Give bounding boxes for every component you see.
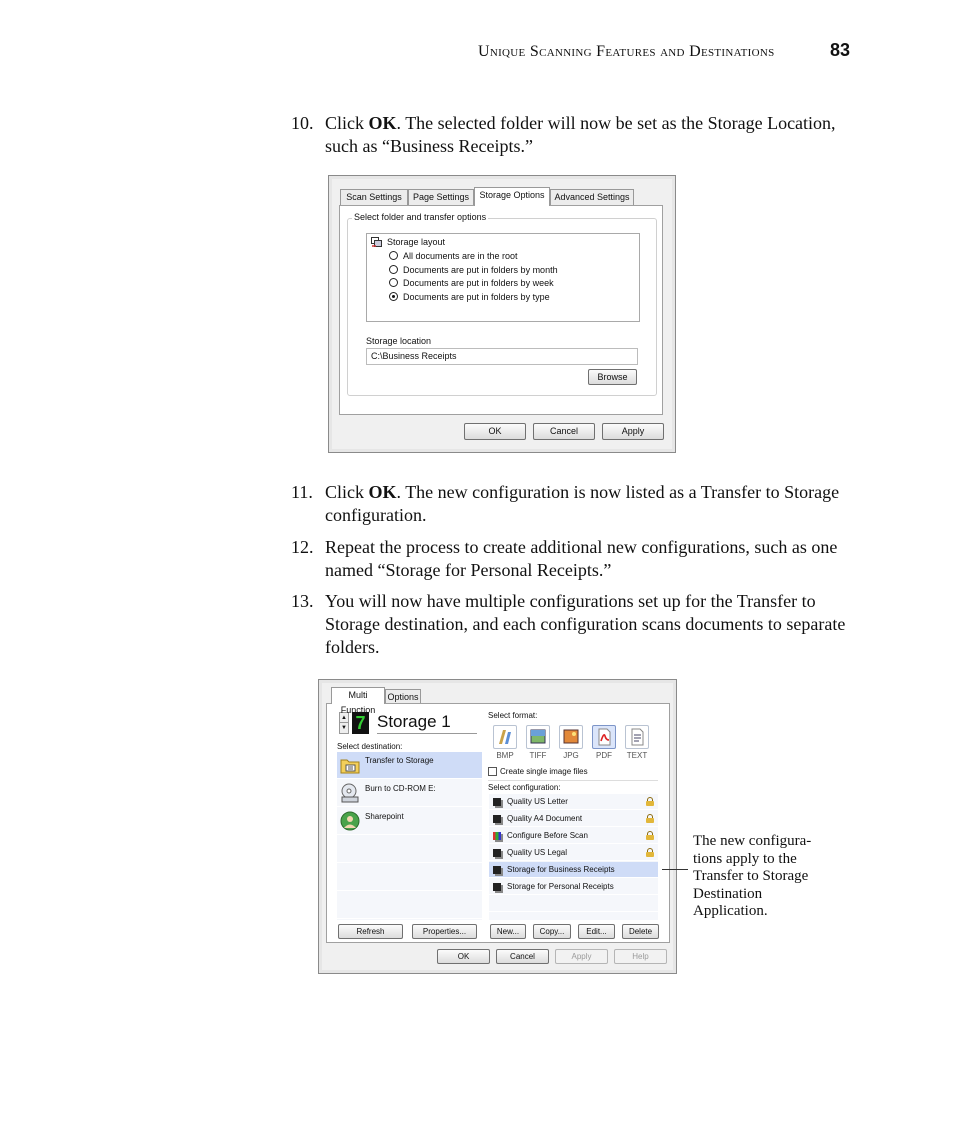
ok-button[interactable]: OK: [464, 423, 526, 440]
apply-button: Apply: [555, 949, 608, 964]
spinner-down-icon[interactable]: ▼: [341, 725, 347, 731]
storage-layout-label: Storage layout: [387, 237, 446, 247]
format-pdf[interactable]: [590, 721, 618, 760]
step-text: Click: [325, 113, 369, 133]
list-item: [337, 836, 482, 863]
apply-button[interactable]: Apply: [602, 423, 664, 440]
radio-label: Documents are put in folders by week: [403, 278, 554, 288]
step-13: [291, 590, 861, 659]
list-item: [337, 864, 482, 891]
tab-panel: [339, 205, 663, 415]
radio-button[interactable]: [389, 265, 398, 274]
step-10: [291, 112, 861, 158]
radio-label: Documents are put in folders by month: [403, 265, 558, 275]
callout-caption: The new configura-tions apply to the Transfer to Storage Destination Application.: [693, 833, 812, 919]
sharepoint-icon: [340, 811, 360, 831]
group-label: Select folder and transfer options: [354, 212, 487, 222]
tab-advanced-settings[interactable]: Advanced Settings: [550, 189, 634, 205]
tab-options[interactable]: Options: [385, 689, 421, 703]
storage-folder-icon: [340, 756, 360, 774]
step-number: 10.: [291, 113, 314, 133]
multi-function-panel: [326, 703, 670, 943]
cancel-button[interactable]: Cancel: [533, 423, 595, 440]
step-text: . The selected folder will now be set as the Storage Location, such as “Business Receipts.”: [325, 113, 836, 156]
step-number: 12.: [291, 537, 314, 557]
callout-leader-line: [662, 869, 688, 870]
destination-label: Sharepoint: [365, 812, 404, 821]
led-digit-display: 7: [352, 712, 369, 734]
format-label: JPG: [563, 751, 579, 760]
bw-document-icon: [493, 849, 501, 857]
text-icon: [625, 725, 649, 749]
help-button: Help: [614, 949, 667, 964]
config-name-display: Storage 1: [377, 711, 477, 734]
color-document-icon: [493, 832, 501, 840]
step-text: Click: [325, 482, 369, 502]
destination-burn-to-cd[interactable]: [337, 780, 482, 807]
destination-transfer-to-storage[interactable]: [337, 752, 482, 779]
config-label: Quality US Legal: [507, 848, 568, 857]
destination-label: Burn to CD-ROM E:: [365, 784, 436, 793]
select-format-label: Select format:: [488, 711, 538, 720]
storage-location-input[interactable]: C:\Business Receipts: [366, 348, 638, 365]
storage-layout-icon: [371, 237, 383, 248]
config-quality-us-legal[interactable]: [489, 845, 658, 861]
format-bmp[interactable]: [491, 721, 519, 760]
radio-label: Documents are put in folders by type: [403, 292, 550, 302]
list-item: [489, 896, 658, 912]
radio-label: All documents are in the root: [403, 251, 518, 261]
format-label: TIFF: [529, 751, 547, 760]
step-12: [291, 536, 861, 582]
tab-scan-settings[interactable]: Scan Settings: [340, 189, 408, 205]
config-quality-us-letter[interactable]: [489, 794, 658, 810]
divider: [488, 780, 658, 781]
radio-button[interactable]: [389, 278, 398, 287]
tab-multi-function[interactable]: Multi Function: [331, 687, 385, 704]
single-image-checkbox-row[interactable]: [488, 766, 658, 779]
step-bold: OK: [368, 113, 397, 133]
step-11: [291, 481, 861, 527]
single-image-checkbox[interactable]: [488, 767, 497, 776]
config-label: Quality US Letter: [507, 797, 568, 806]
select-configuration-label: Select configuration:: [488, 783, 561, 792]
bw-document-icon: [493, 866, 501, 874]
format-row: [491, 721, 661, 763]
destination-label: Transfer to Storage: [365, 756, 434, 765]
bw-document-icon: [493, 798, 501, 806]
step-text: You will now have multiple configurations set up for the Transfer to Storage destination, and each configuration scans documents to separate folders.: [325, 591, 846, 657]
cd-drive-icon: [340, 783, 360, 803]
jpg-icon: [559, 725, 583, 749]
properties-button[interactable]: Properties...: [412, 924, 477, 939]
format-label: TEXT: [626, 751, 648, 760]
step-text: Repeat the process to create additional new configurations, such as one named “Storage for Personal Receipts.”: [325, 537, 838, 580]
tab-page-settings[interactable]: Page Settings: [408, 189, 474, 205]
bw-document-icon: [493, 815, 501, 823]
config-storage-personal-receipts[interactable]: [489, 879, 658, 895]
list-item: [337, 892, 482, 919]
format-text[interactable]: [623, 721, 651, 760]
spinner-up-icon[interactable]: ▲: [341, 715, 347, 721]
select-destination-label: Select destination:: [337, 742, 403, 751]
refresh-button[interactable]: Refresh: [338, 924, 403, 939]
page-number: 83: [830, 40, 851, 60]
running-header-title: Unique Scanning Features and Destinations: [478, 43, 775, 60]
lock-icon: [646, 814, 654, 823]
destination-list: [337, 752, 482, 920]
browse-button[interactable]: Browse: [588, 369, 637, 385]
step-text: . The new configuration is now listed as a Transfer to Storage configuration.: [325, 482, 840, 525]
step-bold: OK: [368, 482, 397, 502]
storage-options-dialog: [328, 175, 676, 453]
bmp-icon: [493, 725, 517, 749]
config-label: Quality A4 Document: [507, 814, 583, 823]
storage-layout-box: [366, 233, 640, 322]
copy-button[interactable]: Copy...: [533, 924, 571, 939]
configuration-list: [489, 794, 658, 920]
config-label: Storage for Business Receipts: [507, 865, 615, 874]
multi-function-dialog: [318, 679, 677, 974]
config-quality-a4-document[interactable]: [489, 811, 658, 827]
config-label: Storage for Personal Receipts: [507, 882, 614, 891]
tiff-icon: [526, 725, 550, 749]
edit-button[interactable]: Edit...: [578, 924, 615, 939]
format-label: PDF: [596, 751, 612, 760]
checkbox-label: Create single image files: [500, 767, 588, 776]
bw-document-icon: [493, 883, 501, 891]
pdf-icon: [592, 725, 616, 749]
tab-storage-options[interactable]: Storage Options: [474, 187, 550, 206]
ok-button[interactable]: OK: [437, 949, 490, 964]
radio-button-selected[interactable]: [389, 292, 398, 301]
format-label: BMP: [496, 751, 514, 760]
step-number: 13.: [291, 591, 314, 611]
config-label: Configure Before Scan: [507, 831, 588, 840]
lock-icon: [646, 797, 654, 806]
lock-icon: [646, 831, 654, 840]
destination-sharepoint[interactable]: [337, 808, 482, 835]
storage-location-label: Storage location: [366, 336, 432, 346]
radio-button[interactable]: [389, 251, 398, 260]
format-jpg[interactable]: [557, 721, 585, 760]
delete-button[interactable]: Delete: [622, 924, 659, 939]
config-configure-before-scan[interactable]: [489, 828, 658, 844]
cancel-button[interactable]: Cancel: [496, 949, 549, 964]
lock-icon: [646, 848, 654, 857]
step-number: 11.: [291, 482, 313, 502]
format-tiff[interactable]: [524, 721, 552, 760]
config-storage-business-receipts[interactable]: [489, 862, 658, 878]
new-button[interactable]: New...: [490, 924, 526, 939]
